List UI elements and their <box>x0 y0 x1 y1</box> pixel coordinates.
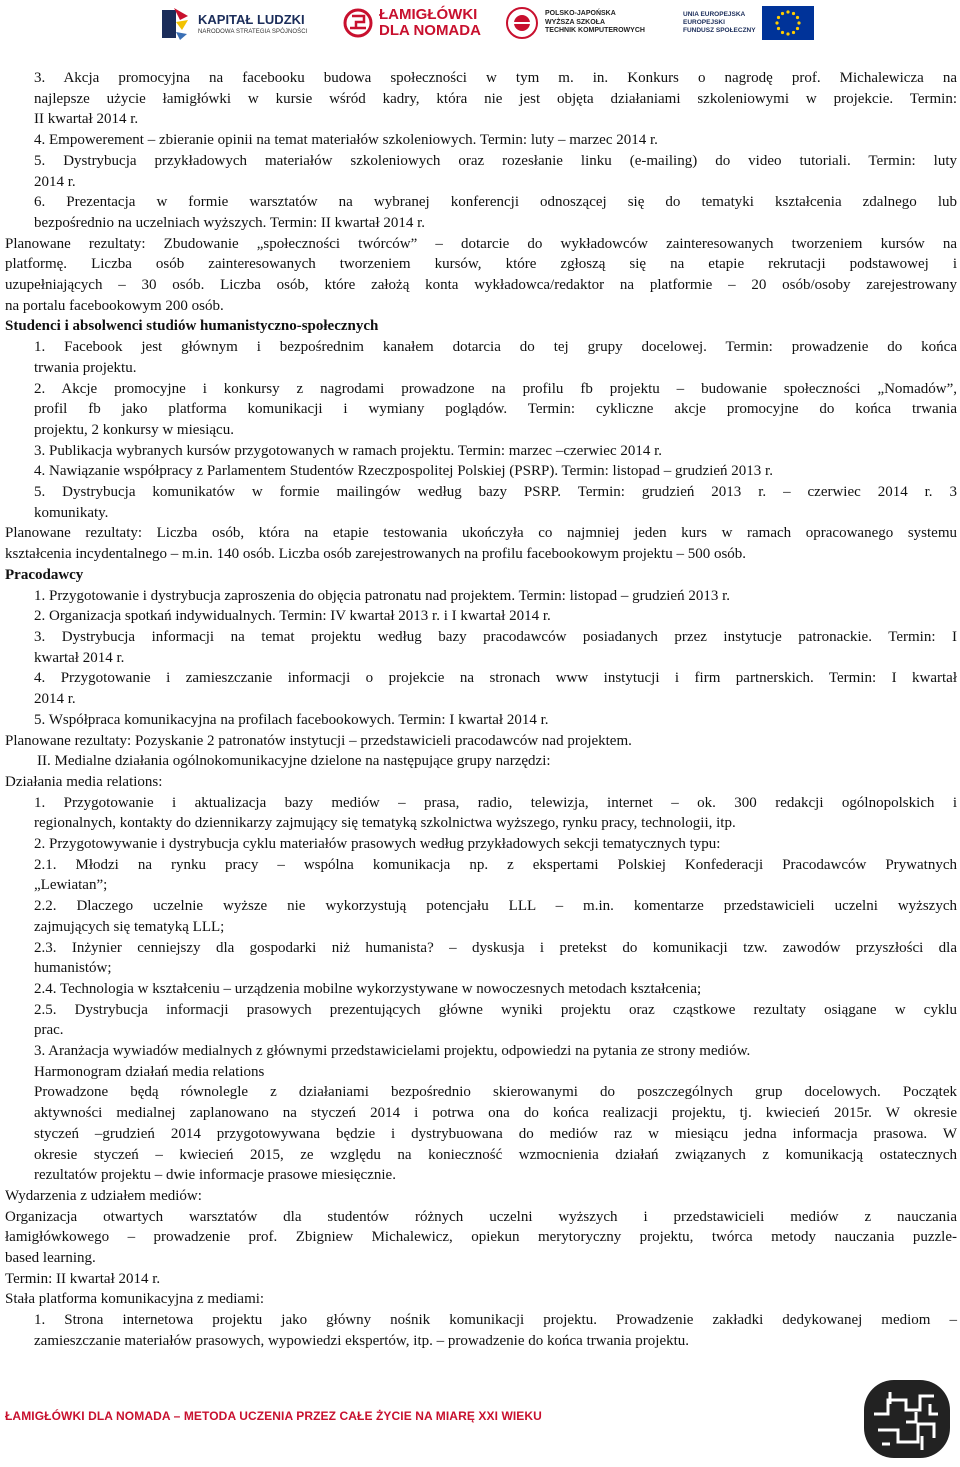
logo-line-2: DLA NOMADA <box>379 22 481 39</box>
eu-star <box>786 32 789 35</box>
kapital-ludzki-logo <box>160 6 307 42</box>
eu-star <box>776 16 779 19</box>
text-line: styczeń –grudzień 2014 przygotowywana będzie i dystrybuowana do mediów raz w miesiącu jedna informacja prasowa. W <box>34 1125 957 1142</box>
pjwstk-emblem-icon <box>505 6 539 40</box>
eu-star <box>797 21 800 24</box>
text-line: 3. Aranżacja wywiadów medialnych z głównymi przedstawicielami projektu, odpowiedzi na pytania ze strony mediów. <box>34 1043 751 1060</box>
maze-logo-icon <box>860 1374 954 1462</box>
kapital-ludzki-icon <box>160 6 190 42</box>
text-line: Harmonogram działań media relations <box>34 1063 265 1080</box>
lamiglowki-logo <box>343 6 481 40</box>
eu-flag-icon <box>762 6 814 40</box>
logo-line-1: POLSKO-JAPOŃSKA <box>545 9 616 17</box>
text-line: trwania projektu. <box>34 359 137 376</box>
text-line: 3. Dystrybucja informacji na temat projektu według bazy pracodawców posiadanych przez instytucje patronackie. Termin: I <box>34 628 957 645</box>
logo-subtitle: NARODOWA STRATEGIA SPÓJNOŚCI <box>198 29 308 35</box>
maze-brain-icon <box>343 6 373 40</box>
eu-star <box>776 27 779 30</box>
logo-line-1: ŁAMIGŁÓWKI <box>379 6 478 24</box>
text-line: Termin: II kwartał 2014 r. <box>5 1270 161 1287</box>
text-line: rezultatów projektu – dwie informacje prasowe miesięcznie. <box>34 1167 396 1184</box>
text-line: 2.5. Dystrybucja informacji prasowych prezentujących główne wyniki projektu oraz cząstkowe rezultaty osiągane w cyklu <box>34 1001 957 1018</box>
text-line: projektu, 2 konkursy w miesiącu. <box>34 421 234 438</box>
text-line: Działania media relations: <box>5 773 163 790</box>
text-line: okresie styczeń – kwiecień 2015, ze względu na konieczność wzmocnienia działań związanych z komunikacją ostatecznych <box>34 1146 957 1163</box>
eu-star <box>791 12 794 15</box>
text-line: based learning. <box>5 1250 96 1267</box>
text-line: na portalu facebookowym 200 osób. <box>5 297 224 314</box>
text-line: 2.4. Technologia w kształceniu – urządzenia mobilne wykorzystywane w nowoczesnych metodach kształcenia; <box>34 980 702 997</box>
eu-logo <box>683 6 814 40</box>
eu-star <box>795 16 798 19</box>
text-line: 2014 r. <box>34 173 76 190</box>
text-line: 4. Empowerement – zbieranie opinii na temat materiałów szkoleniowych. Termin: luty – marzec 2014 r. <box>34 132 658 149</box>
logo-line-2: EUROPEJSKI <box>683 18 725 26</box>
text-line: 1. Przygotowanie i dystrybucja zaproszenia do objęcia patronatu nad projektem. Termin: listopad – grudzień 2013 r. <box>34 587 730 604</box>
eu-star <box>795 27 798 30</box>
logo-line-1: UNIA EUROPEJSKA <box>683 10 746 18</box>
text-line: Planowane rezultaty: Pozyskanie 2 patronatów instytucji – przedstawicieli pracodawców nad projektem. <box>5 732 632 749</box>
text-line: 4. Nawiązanie współpracy z Parlamentem Studentów Rzeczpospolitej Polskiej (PSRP). Termin: listopad – grudzień 2013 r. <box>34 463 773 480</box>
eu-star <box>775 21 778 24</box>
logo-title: KAPITAŁ LUDZKI <box>198 12 305 27</box>
text-line: 5. Dystrybucja komunikatów w formie mailingów według bazy PSRP. Termin: grudzień 2013 r. – czerwiec 2014 r. 3 <box>34 484 957 501</box>
text-line: aktywności medialnej zaplanowano na styczeń 2014 i potrwa ona do końca realizacji projektu, tj. kwiecień 2015r. W okresie <box>34 1105 957 1122</box>
text-line: uzupełniających – 30 osób. Liczba osób, które założą konta wykładowca/redaktor na platformie – 20 osób/osoby zarejestrowany <box>5 277 957 294</box>
page-header <box>0 0 960 50</box>
text-line: 6. Prezentacja w formie warsztatów na wybranej konferencji odnoszącej się do tematyki kształcenia zdalnego lub <box>34 194 957 211</box>
text-line: 2014 r. <box>34 691 76 708</box>
text-line: 3. Akcja promocyjna na facebooku budowa społeczności w tym m. in. Konkurs o nagrodę prof. Michalewicza na <box>34 70 957 86</box>
text-line: humanistów; <box>34 960 112 977</box>
text-line: Stała platforma komunikacyjna z mediami: <box>5 1291 265 1308</box>
eu-star <box>791 31 794 34</box>
text-line: kwartał 2014 r. <box>34 649 125 666</box>
text-line: II. Medialne działania ogólnokomunikacyjne dzielone na następujące grupy narzędzi: <box>37 753 551 770</box>
text-line: 2.2. Dlaczego uczelnie wyższe nie wykorzystują potencjału LLL – m.in. komentarze przedstawicieli uczelni wyższych <box>34 898 957 915</box>
text-line: zamieszczanie materiałów prasowych, wypowiedzi ekspertów, itp. – prowadzenie do końca trwania projektu. <box>34 1332 690 1349</box>
text-line: „Lewiatan”; <box>34 877 108 894</box>
text-line: profil fb jako platforma komunikacji i wymiany poglądów. Termin: cykliczne akcje promocyjne do końca trwania <box>34 401 957 418</box>
logo-line-3: FUNDUSZ SPOŁECZNY <box>683 27 756 35</box>
text-line: 2. Akcje promocyjne i konkursy z nagrodami prowadzone na profilu fb projektu – budowanie społeczności „Nomadów”, <box>34 380 957 397</box>
text-line: Organizacja otwartych warsztatów dla studentów różnych uczelni wyższych i przedstawicieli mediów z nauczania <box>5 1208 957 1225</box>
text-line: łamigłówkowego – prowadzenie prof. Zbigniew Michalewicz, opiekun merytoryczny projektu, twórca metody nauczania puzzle- <box>5 1229 957 1246</box>
text-line: Planowane rezultaty: Liczba osób, która na etapie testowania ukończyła co najmniej jeden kurs w ramach opracowanego systemu <box>5 525 957 542</box>
eu-star <box>786 10 789 13</box>
text-line: 4. Przygotowanie i zamieszczanie informacji o projekcie na stronach www instytucji i firm partnerskich. Termin: I kwartał <box>34 670 957 687</box>
document-body <box>5 68 957 1352</box>
footer-slogan: ŁAMIGŁÓWKI DLA NOMADA – METODA UCZENIA PRZEZ CAŁE ŻYCIE NA MIARĘ XXI WIEKU <box>5 1409 542 1423</box>
text-line: II kwartał 2014 r. <box>34 111 139 128</box>
text-line: 1. Facebook jest głównym i bezpośrednim kanałem dotarcia do tej grupy docelowej. Termin: prowadzenie do końca <box>34 339 957 356</box>
logo-line-3: TECHNIK KOMPUTEROWYCH <box>545 27 645 35</box>
text-line: kształcenia incydentalnego – m.in. 140 osób. Liczba osób zarejestrowanych na profilu facebookowym projektu – 500 osób. <box>5 546 747 563</box>
text-line: 2.1. Młodzi na rynku pracy – wspólna komunikacja np. z ekspertami Polskiej Konfederacji Pracodawców Prywatnych <box>34 856 957 873</box>
text-line: 2. Organizacja spotkań indywidualnych. Termin: IV kwartał 2013 r. i I kwartał 2014 r. <box>34 608 551 625</box>
eu-star <box>780 31 783 34</box>
text-line: 3. Publikacja wybranych kursów przygotowanych w ramach projektu. Termin: marzec –czerwiec 2014 r. <box>34 442 663 459</box>
text-line: prac. <box>34 1022 64 1039</box>
text-line: 2.3. Inżynier cenniejszy dla gospodarki niż humanista? – dyskusja i pretekst do komunikacji tzw. zawodów przyszłości dla <box>34 939 957 956</box>
text-line: 5. Współpraca komunikacyjna na profilach facebookowych. Termin: I kwartał 2014 r. <box>34 711 549 728</box>
logo-line-2: WYŻSZA SZKOŁA <box>545 18 606 26</box>
text-line: 2. Przygotowywanie i dystrybucja cyklu materiałów prasowych według przykładowych sekcji tematycznych typu: <box>34 836 721 853</box>
text-line: Prowadzone będą równolegle z działaniami bezpośrednio skierowanymi do poszczególnych grup docelowych. Początek <box>34 1084 957 1101</box>
text-line: 1. Przygotowanie i aktualizacja bazy mediów – prasa, radio, telewizja, internet – ok. 300 redakcji ogólnopolskich i <box>34 794 957 811</box>
text-line: 5. Dystrybucja przykładowych materiałów szkoleniowych oraz rozesłanie linku (e-mailing) do video tutoriali. Termin: luty <box>34 152 957 169</box>
text-line: Planowane rezultaty: Zbudowanie „społeczności twórców” – dotarcie do wykładowców zainteresowanych tworzeniem kursów na <box>5 235 957 252</box>
text-line: Studenci i absolwenci studiów humanistyczno-społecznych <box>5 318 379 335</box>
text-line: najlepsze użycie łamigłówki w kursie wśród kadry, która nie jest objęta działaniami szkoleniowymi w projekcie. Termin: <box>34 90 957 107</box>
text-line: 1. Strona internetowa projektu jako główny nośnik komunikacji projektu. Prowadzenie zakładki dedykowanej mediom – <box>34 1312 957 1329</box>
text-line: regionalnych, kontakty do dziennikarzy zajmujący się tematyką szkolnictwa wyższego, rynku pracy, technologii, itp. <box>34 815 736 832</box>
pjwstk-logo <box>505 6 645 40</box>
text-line: Pracodawcy <box>5 566 84 583</box>
text-line: Wydarzenia z udziałem mediów: <box>5 1187 202 1204</box>
eu-star <box>780 12 783 15</box>
text-line: zajmujących się tematyką LLL; <box>34 918 225 935</box>
text-line: platformę. Liczba osób zainteresowanych tworzeniem kursów, które zgłoszą się na etapie rekrutacji podstawowej i <box>5 256 957 273</box>
text-line: bezpośrednio na uczelniach wyższych. Termin: II kwartał 2014 r. <box>34 214 426 231</box>
text-line: komunikaty. <box>34 504 109 521</box>
